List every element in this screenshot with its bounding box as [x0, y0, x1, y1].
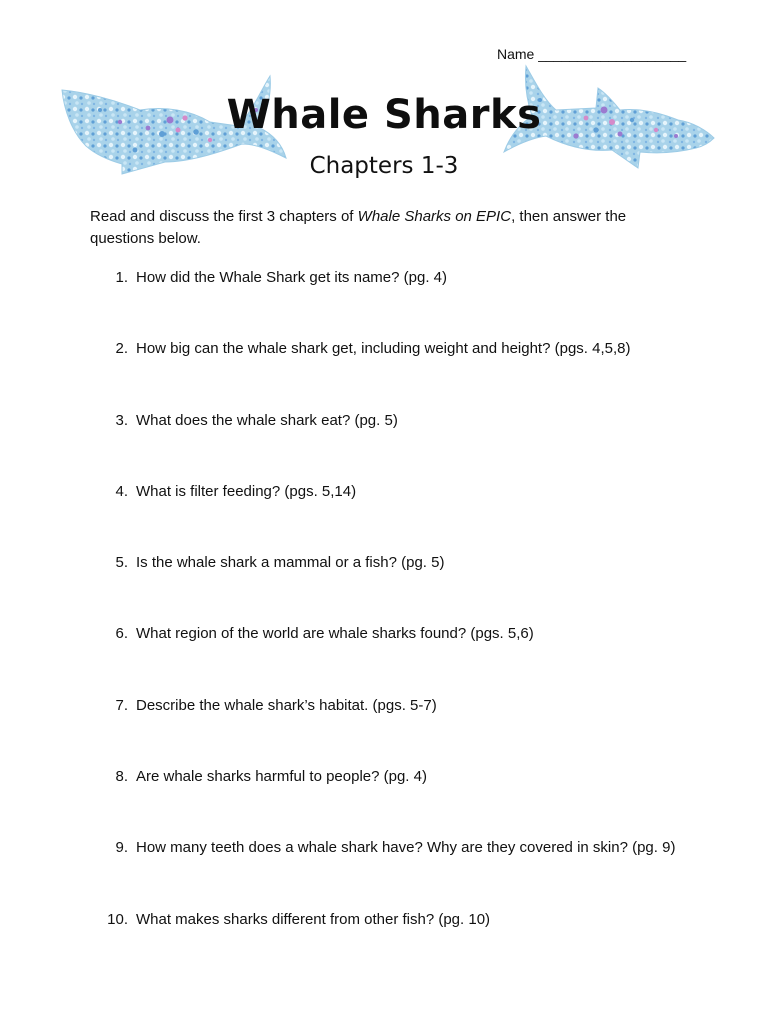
question-item	[0, 765, 768, 836]
question-item	[0, 337, 768, 408]
question-number: 5.	[115, 554, 128, 572]
question-number: 2.	[115, 340, 128, 358]
page-title: Whale Sharks	[226, 92, 542, 138]
question-text: Are whale sharks harmful to people? (pg. 4)	[136, 768, 427, 786]
question-item	[0, 836, 768, 907]
question-item	[0, 622, 768, 693]
question-number: 3.	[115, 411, 128, 429]
question-text: What does the whale shark eat? (pg. 5)	[136, 411, 398, 429]
question-text: How many teeth does a whale shark have? Why are they covered in skin? (pg. 9)	[136, 839, 676, 857]
page-subtitle: Chapters 1-3	[309, 153, 459, 179]
question-item	[0, 908, 768, 979]
question-text: Is the whale shark a mammal or a fish? (pg. 5)	[136, 554, 445, 572]
question-number: 4.	[115, 482, 128, 500]
question-item	[0, 480, 768, 551]
question-text: What region of the world are whale sharks found? (pgs. 5,6)	[136, 625, 534, 643]
question-text: How big can the whale shark get, including weight and height? (pgs. 4,5,8)	[136, 340, 631, 358]
question-number: 8.	[115, 768, 128, 786]
question-item	[0, 694, 768, 765]
question-list	[0, 266, 768, 979]
question-item	[0, 551, 768, 622]
question-text: What makes sharks different from other fish? (pg. 10)	[136, 910, 491, 928]
question-item	[0, 409, 768, 480]
intro-text-before: Read and discuss the first 3 chapters of	[90, 208, 358, 225]
question-number: 1.	[115, 269, 128, 286]
question-number: 7.	[115, 696, 128, 714]
question-text: What is filter feeding? (pgs. 5,14)	[136, 482, 357, 500]
question-number: 6.	[115, 625, 128, 643]
intro-text-after: , then answer the questions below.	[90, 208, 627, 247]
question-number: 10.	[107, 910, 128, 928]
name-field-label: Name ___________________	[497, 46, 687, 62]
question-text: Describe the whale shark’s habitat. (pgs. 5-7)	[136, 696, 437, 714]
intro-paragraph	[90, 206, 670, 250]
question-number: 9.	[115, 839, 128, 857]
book-title: Whale Sharks on EPIC	[357, 208, 512, 225]
question-text: How did the Whale Shark get its name? (pg. 4)	[136, 269, 447, 286]
question-item	[0, 266, 768, 337]
